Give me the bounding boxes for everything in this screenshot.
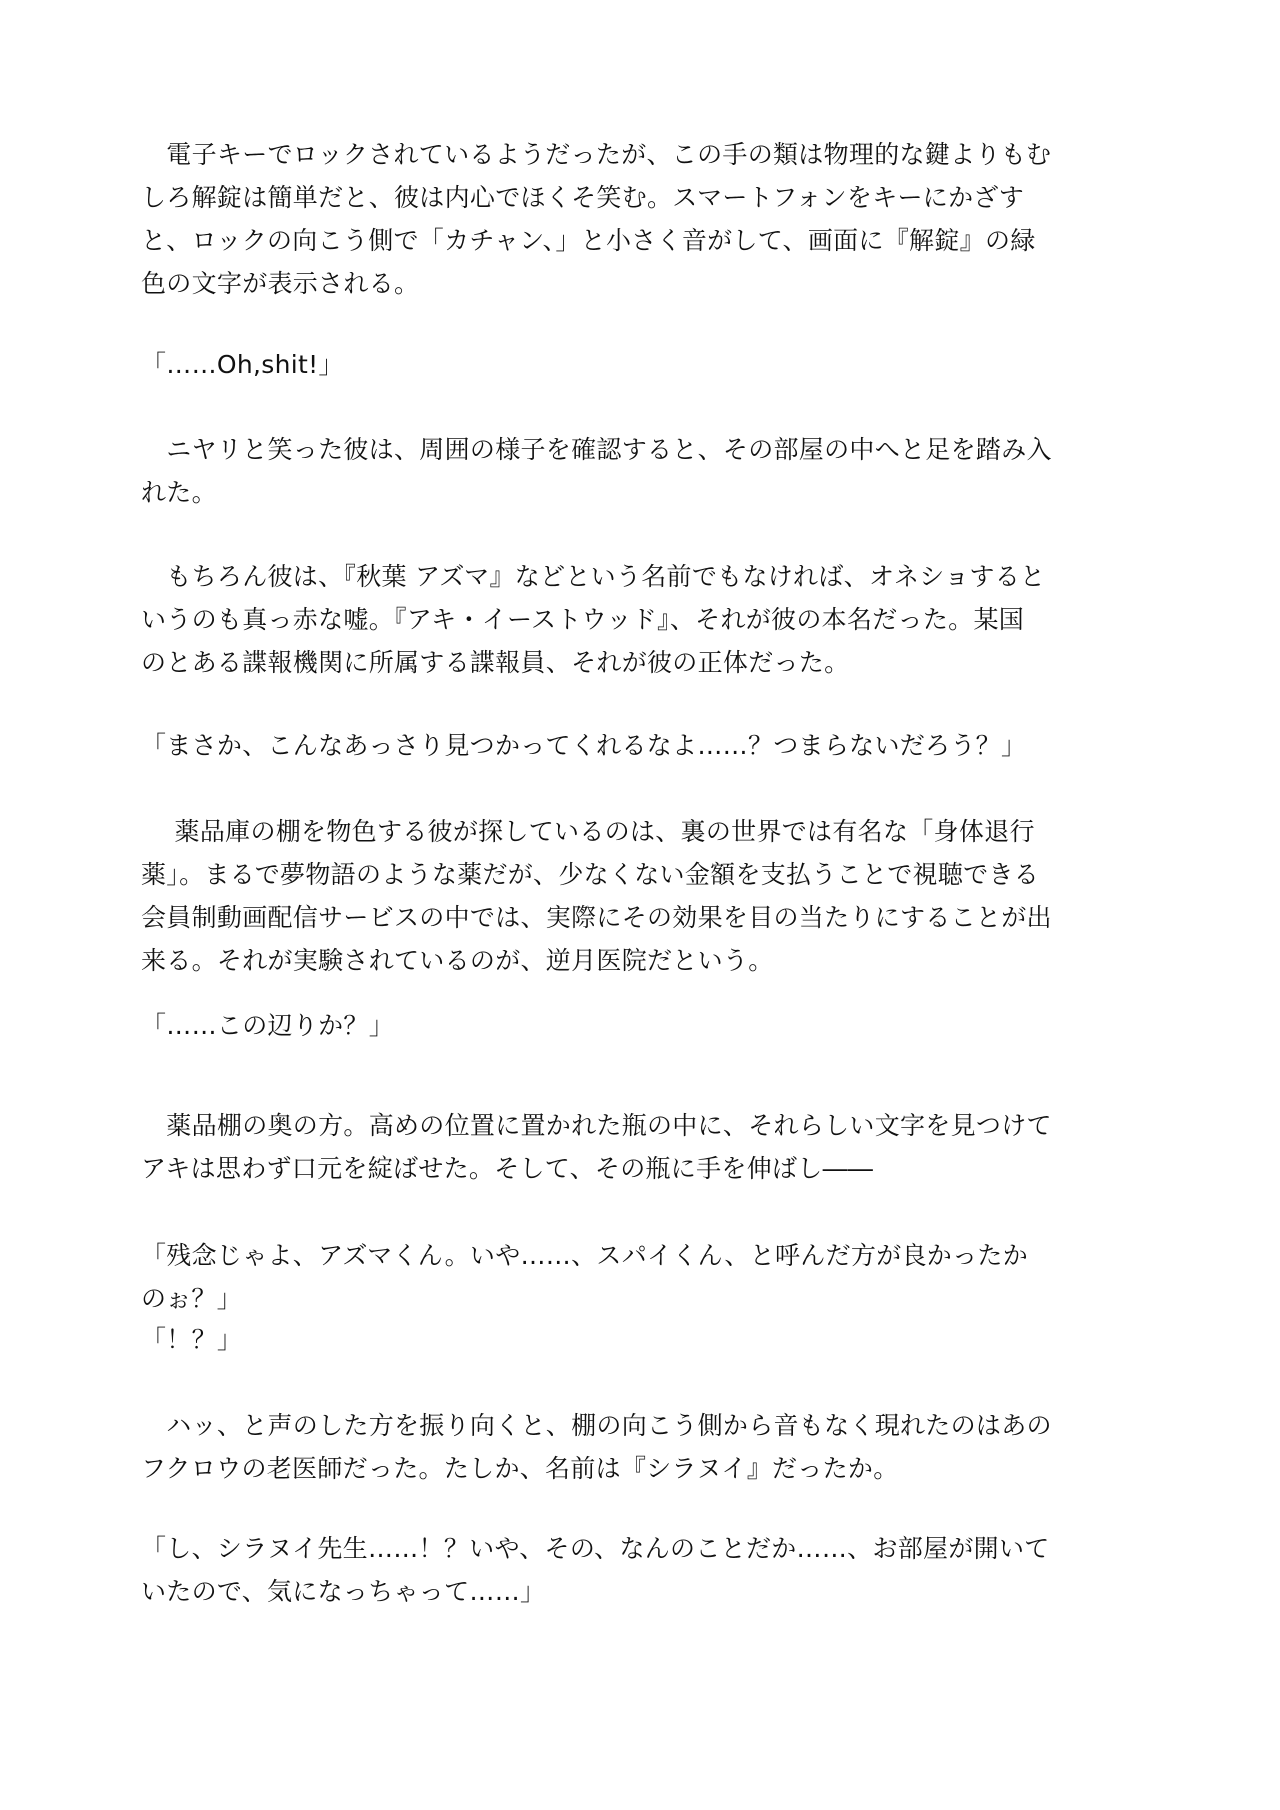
text-line: ハッ、と声のした方を振り向くと、棚の向こう側から音もなく現れたのはあの <box>141 1411 1052 1440</box>
text-line: 「まさか、こんなあっさり見つかってくれるなよ……？つまらないだろう？」 <box>141 731 1027 760</box>
paragraph-medicine-search <box>141 810 1141 982</box>
dialogue-surprise <box>141 1318 1141 1361</box>
text-line: 「！？」 <box>141 1325 243 1354</box>
text-line: 来る。それが実験されているのが、逆月医院だという。 <box>141 946 774 975</box>
text-line: のとある諜報機関に所属する諜報員、それが彼の正体だった。 <box>141 648 850 677</box>
text-line: 「……この辺りか？」 <box>141 1011 395 1040</box>
text-line: 色の文字が表示される。 <box>141 269 420 298</box>
text-line: のぉ？」 <box>141 1284 242 1313</box>
text-line: と、ロックの向こう側で「カチャン、」と小さく音がして、画面に『解錠』の緑 <box>141 226 1036 255</box>
text-line: もちろん彼は、『秋葉 アズマ』などという名前でもなければ、オネショすると <box>141 562 1046 591</box>
text-line: 薬」。まるで夢物語のような薬だが、少なくない金額を支払うことで視聴できる <box>141 860 1040 889</box>
text-line: いたので、気になっちゃって……」 <box>141 1577 546 1606</box>
text-line: 電子キーでロックされているようだったが、この手の類は物理的な鍵よりもむ <box>141 140 1052 169</box>
paragraph-electronic-key <box>141 133 1141 305</box>
text-line: アキは思わず口元を綻ばせた。そして、その瓶に手を伸ばし―― <box>141 1154 874 1183</box>
text-line: 薬品棚の奥の方。高めの位置に置かれた瓶の中に、それらしい文字を見つけて <box>141 1111 1052 1140</box>
text-line: ニヤリと笑った彼は、周囲の様子を確認すると、その部屋の中へと足を踏み入 <box>141 435 1052 464</box>
paragraph-owl-doctor <box>141 1404 1141 1490</box>
dialogue-zannen <box>141 1234 1141 1320</box>
text-line: 「残念じゃよ、アズマくん。いや……、スパイくん、と呼んだ方が良かったか <box>141 1241 1029 1270</box>
text-line: 「……Oh,shit!」 <box>141 350 344 379</box>
dialogue-shiranui-sensei <box>141 1527 1141 1613</box>
text-line: れた。 <box>141 478 217 507</box>
dialogue-masaka <box>141 724 1141 767</box>
text-line: いうのも真っ赤な嘘。『アキ・イーストウッド』、それが彼の本名だった。某国 <box>141 605 1025 634</box>
text-line: 会員制動画配信サービスの中では、実際にその効果を目の当たりにすることが出 <box>141 903 1052 932</box>
text-line: しろ解錠は簡単だと、彼は内心でほくそ笑む。スマートフォンをキーにかざす <box>141 183 1025 212</box>
paragraph-true-identity <box>141 555 1141 684</box>
dialogue-oh-shit <box>141 343 1141 386</box>
paragraph-shelf-bottle <box>141 1104 1141 1190</box>
paragraph-enter-room <box>141 428 1141 514</box>
text-line: 「し、シラヌイ先生……！？いや、その、なんのことだか……、お部屋が開いて <box>141 1534 1050 1563</box>
dialogue-this-area <box>141 1004 1141 1047</box>
text-line: 薬品庫の棚を物色する彼が探しているのは、裏の世界では有名な「身体退行 <box>141 817 1035 846</box>
text-line: フクロウの老医師だった。たしか、名前は『シラヌイ』だったか。 <box>141 1454 899 1483</box>
